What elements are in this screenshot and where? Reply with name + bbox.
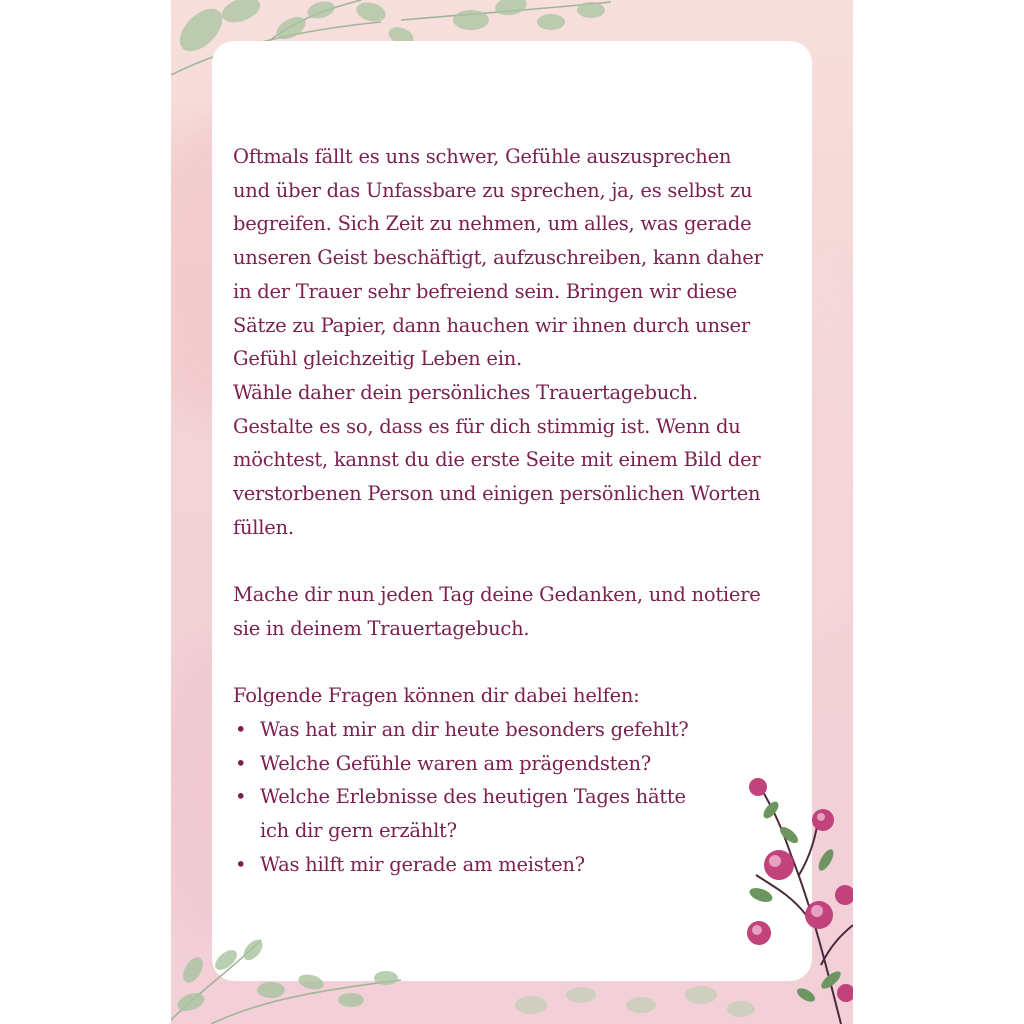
list-item-text: Was hilft mir gerade am meisten?: [260, 852, 585, 876]
text-line: Mache dir nun jeden Tag deine Gedanken, und notiere: [233, 583, 761, 607]
bullet-marker: •: [235, 751, 247, 775]
text-line: begreifen. Sich Zeit zu nehmen, um alles, was gerade: [233, 212, 752, 236]
list-item: [233, 713, 813, 747]
text-line: Gefühl gleichzeitig Leben ein.: [233, 347, 522, 371]
list-item: [233, 780, 813, 814]
text-line: unseren Geist beschäftigt, aufzuschreiben, kann daher: [233, 246, 763, 270]
list-item-continuation: ich dir gern erzählt?: [260, 819, 457, 843]
paragraph-gap: [233, 544, 813, 578]
eucalyptus-leaves-icon: [501, 975, 761, 1024]
list-item: [233, 848, 813, 882]
body-text: [233, 140, 813, 881]
text-line: Gestalte es so, dass es für dich stimmig ist. Wenn du: [233, 414, 741, 438]
text-line: Sätze zu Papier, dann hauchen wir ihnen durch unser: [233, 313, 750, 337]
bullet-marker: •: [235, 717, 247, 741]
text-line: füllen.: [233, 515, 294, 539]
bullet-marker: •: [235, 852, 247, 876]
text-line: in der Trauer sehr befreiend sein. Bringen wir diese: [233, 279, 738, 303]
text-line: Oftmals fällt es uns schwer, Gefühle auszusprechen: [233, 145, 732, 168]
eucalyptus-leaves-icon: [171, 930, 431, 1024]
list-item-text: Welche Gefühle waren am prägendsten?: [260, 751, 652, 775]
text-line: möchtest, kannst du die erste Seite mit einem Bild der: [233, 448, 761, 472]
list-item-text: Was hat mir an dir heute besonders gefehlt?: [260, 717, 689, 741]
text-line: Wähle daher dein persönliches Trauertagebuch.: [233, 380, 698, 404]
paragraph-gap: [233, 646, 813, 680]
list-item-text: Welche Erlebnisse des heutigen Tages hätte: [260, 785, 686, 809]
bullet-marker: •: [235, 785, 247, 809]
text-line: verstorbenen Person und einigen persönlichen Worten: [233, 482, 761, 506]
text-line: sie in deinem Trauertagebuch.: [233, 616, 530, 640]
text-line: und über das Unfassbare zu sprechen, ja, es selbst zu: [233, 178, 753, 202]
list-item: [233, 747, 813, 781]
text-line: Folgende Fragen können dir dabei helfen:: [233, 684, 640, 708]
